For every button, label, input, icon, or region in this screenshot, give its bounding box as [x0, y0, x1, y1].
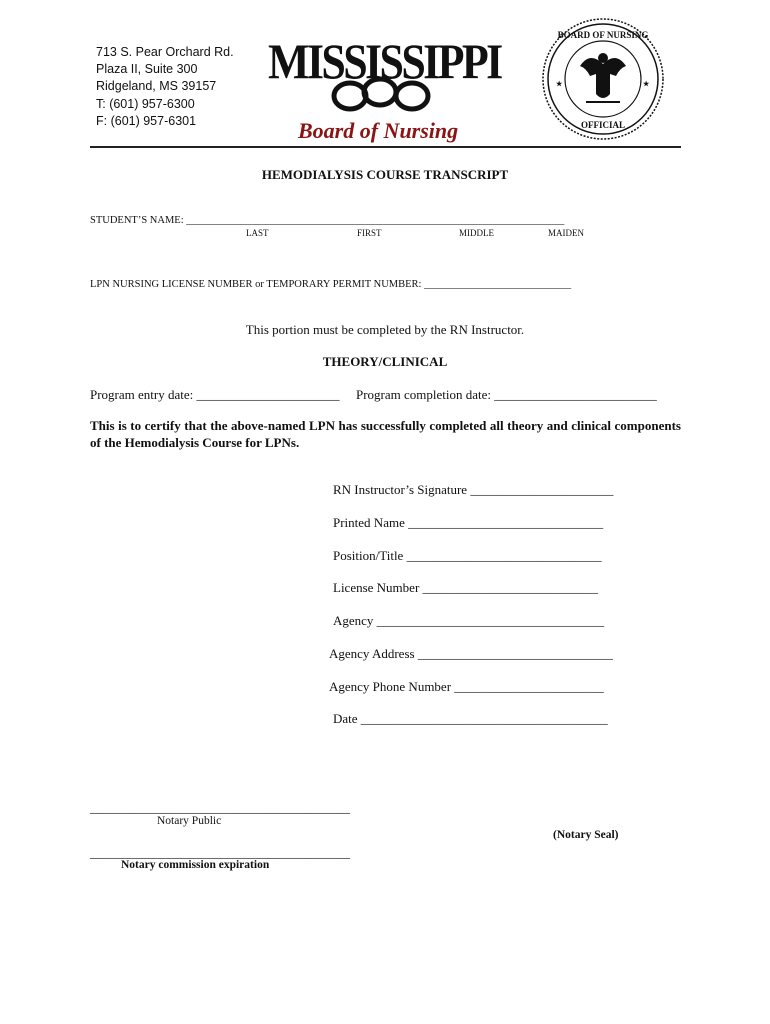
address-line: 713 S. Pear Orchard Rd. [96, 45, 234, 59]
name-part-last: LAST [246, 228, 269, 238]
notary-seal-label: (Notary Seal) [553, 829, 619, 841]
student-name-field[interactable]: STUDENT’S NAME: ________________________________________________________________________ [90, 215, 565, 226]
svg-text:BOARD OF NURSING: BOARD OF NURSING [557, 30, 649, 40]
form-title: HEMODIALYSIS COURSE TRANSCRIPT [261, 167, 509, 182]
address-line: Ridgeland, MS 39157 [96, 79, 217, 94]
notary-public-label: Notary Public [157, 815, 222, 827]
name-part-first: FIRST [357, 228, 382, 238]
instructor-note: This portion must be completed by the RN Instructor. [245, 322, 525, 337]
certification-statement: This is to certify that the above-named LPN has successfully completed all theory and clinical components of the Hemodialysis Course for LPNs. [90, 418, 681, 450]
logo-wordmark: MISSISSIPPI [268, 33, 501, 89]
license-number-field[interactable]: LPN NURSING LICENSE NUMBER or TEMPORARY PERMIT NUMBER: ____________________________ [90, 279, 572, 290]
svg-text:★: ★ [556, 80, 563, 88]
agency-phone-field[interactable]: Agency Phone Number _______________________ [329, 679, 604, 694]
office-address [96, 44, 234, 130]
svg-text:OFFICIAL: OFFICIAL [580, 120, 626, 130]
notary-commission-label: Notary commission expiration [121, 859, 270, 871]
date-field[interactable]: Date ______________________________________ [333, 711, 608, 726]
section-heading: THEORY/CLINICAL [322, 354, 448, 369]
logo-rings-icon [330, 74, 440, 114]
official-seal-icon [540, 16, 666, 142]
program-entry-date-field[interactable]: Program entry date: ______________________ [90, 387, 340, 402]
logo-subtitle: Board of Nursing [298, 118, 459, 143]
agency-field[interactable]: Agency ___________________________________ [333, 613, 605, 628]
address-line: Plaza II, Suite 300 [96, 62, 198, 77]
printed-name-field[interactable]: Printed Name ______________________________ [333, 515, 604, 530]
fax-line: F: (601) 957-6301 [96, 113, 197, 128]
instructor-signature-field[interactable]: RN Instructor’s Signature ______________________ [333, 482, 614, 497]
notary-signature-line[interactable]: ________________________________________ [90, 800, 350, 815]
name-part-middle: MIDDLE [459, 228, 494, 238]
header-divider [90, 146, 681, 148]
agency-address-field[interactable]: Agency Address ______________________________ [329, 646, 613, 661]
instructor-license-field[interactable]: License Number ___________________________ [333, 580, 599, 595]
phone-line: T: (601) 957-6300 [96, 96, 195, 111]
position-title-field[interactable]: Position/Title ______________________________ [333, 548, 602, 563]
notary-commission-line[interactable]: ________________________________________ [90, 845, 350, 860]
program-completion-date-field[interactable]: Program completion date: _________________________ [356, 387, 657, 402]
svg-text:★: ★ [643, 80, 650, 88]
name-part-maiden: MAIDEN [548, 228, 584, 238]
